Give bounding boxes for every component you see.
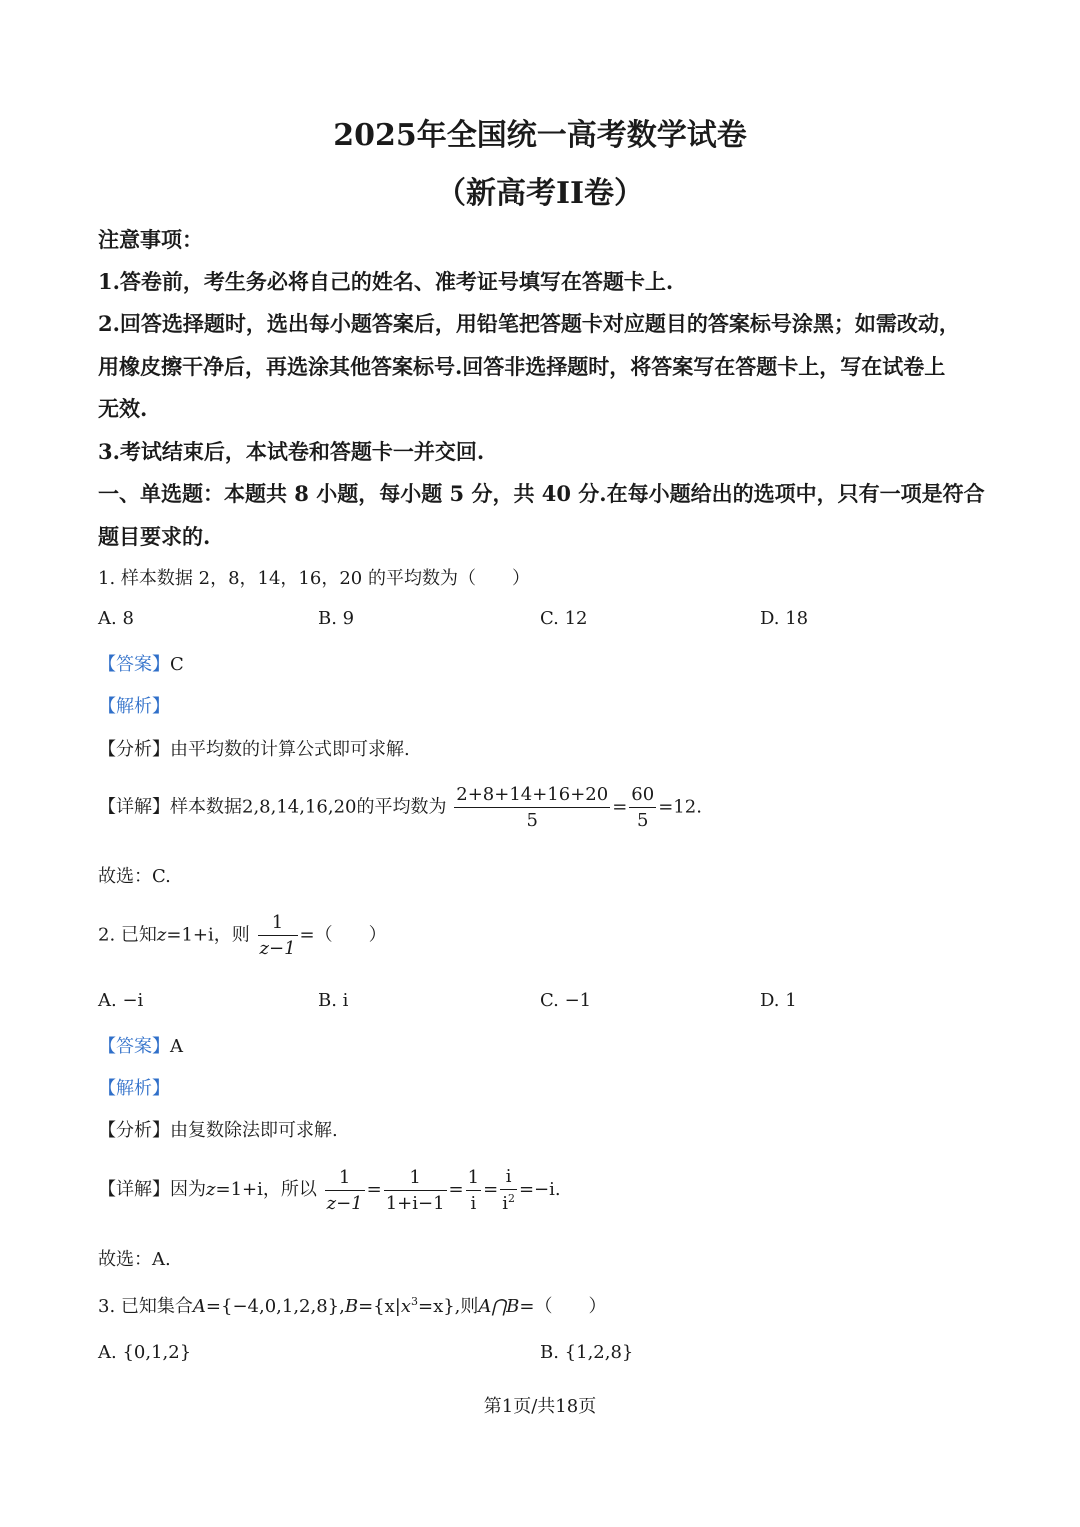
page-title: 2025年全国统一高考数学试卷	[333, 118, 747, 153]
q1-analysis-tag: 【解析】	[98, 696, 170, 717]
fraction-numerator: 1	[258, 912, 298, 936]
set-b-open: ={x|	[358, 1296, 401, 1317]
fraction-denominator: 1+i−1	[385, 1192, 445, 1214]
q1-option-d: D. 18	[760, 608, 809, 629]
q1-option-a: A. 8	[98, 608, 134, 629]
q1-fraction-sum	[454, 784, 610, 831]
q2-fraction-1	[325, 1167, 365, 1214]
exponent: 3	[410, 1295, 418, 1308]
q2-option-a: A. −i	[98, 990, 144, 1011]
q1-detail-mid: 的平均数为	[356, 796, 447, 818]
equals-sign: =	[448, 1179, 464, 1200]
section-heading-line-2: 题目要求的.	[98, 524, 211, 549]
q2-detail	[98, 1166, 561, 1214]
q1-detail-prefix: 【详解】样本数据	[98, 796, 242, 818]
fraction-numerator: 60	[629, 784, 656, 808]
q2-stem-end: =（ ）	[299, 924, 387, 946]
fraction-numerator: 1	[325, 1167, 365, 1191]
fraction-denominator: i	[470, 1192, 477, 1214]
fraction-denominator	[500, 1190, 517, 1214]
q1-detail-end: =12.	[658, 796, 702, 818]
notice-item-2-line-1: 2.回答选择题时，选出每小题答案后，用铅笔把答题卡对应题目的答案标号涂黑；如需改动，	[98, 311, 960, 336]
q2-option-c: C. −1	[540, 990, 592, 1011]
fraction-numerator: 1	[384, 1167, 447, 1191]
q2-stem-eq: =1+i，则	[166, 924, 250, 946]
q2-detail-eq: =1+i，所以	[215, 1179, 317, 1200]
q2-stem-fraction	[258, 912, 298, 959]
set-a-definition: ={−4,0,1,2,8},	[205, 1296, 345, 1317]
q2-detail-prefix: 【详解】因为	[98, 1179, 206, 1200]
q1-fraction-result	[629, 784, 656, 831]
exponent: 2	[507, 1192, 515, 1205]
set-a-symbol: A	[192, 1296, 206, 1317]
set-b-close: =x},则	[417, 1296, 479, 1317]
q1-fenxi: 【分析】由平均数的计算公式即可求解.	[98, 739, 410, 760]
equals-sign: =	[366, 1179, 382, 1200]
notice-heading: 注意事项：	[98, 227, 203, 252]
q1-answer-line	[98, 650, 184, 676]
q1-answer-value: C	[170, 654, 184, 675]
answer-tag: 【答案】	[98, 1036, 170, 1057]
answer-tag: 【答案】	[98, 654, 170, 675]
fraction-denominator: 5	[526, 810, 538, 831]
notice-item-3: 3.考试结束后，本试卷和答题卡一并交回.	[98, 439, 485, 464]
q2-fraction-3	[466, 1167, 481, 1214]
page-footer: 第1页/共18页	[483, 1396, 597, 1417]
page-subtitle: （新高考II卷）	[435, 176, 645, 211]
intersection-expression: A⋂B	[478, 1296, 520, 1317]
q2-stem	[98, 912, 387, 959]
equals-sign: =	[483, 1179, 499, 1200]
q1-option-c: C. 12	[540, 608, 588, 629]
q2-fraction-4	[500, 1166, 517, 1214]
var-z: z	[206, 1179, 216, 1200]
q2-option-b: B. i	[318, 990, 349, 1011]
set-b-symbol: B	[344, 1296, 359, 1317]
q2-answer-line	[98, 1032, 183, 1058]
notice-item-2-line-2: 用橡皮擦干净后，再选涂其他答案标号.回答非选择题时，将答案写在答题卡上，写在试卷上	[98, 354, 946, 379]
q3-stem-prefix: 3. 已知集合	[98, 1296, 193, 1317]
notice-item-1: 1.答卷前，考生务必将自己的姓名、准考证号填写在答题卡上.	[98, 269, 674, 294]
section-heading-line-1: 一、单选题：本题共 8 小题，每小题 5 分，共 40 分.在每小题给出的选项中，只有一项是符合	[98, 481, 985, 506]
fraction-denominator: z−1	[259, 938, 296, 959]
q1-detail	[98, 784, 702, 831]
q2-conclusion: 故选：A.	[98, 1249, 171, 1270]
q1-conclusion: 故选：C.	[98, 866, 171, 887]
q3-stem	[98, 1292, 607, 1318]
equals-sign: =	[612, 796, 628, 818]
notice-item-2-line-3: 无效.	[98, 396, 148, 421]
var-x: x	[400, 1296, 411, 1317]
q2-stem-prefix: 2. 已知	[98, 924, 157, 946]
q2-detail-end: =−i.	[518, 1179, 561, 1200]
q1-option-b: B. 9	[318, 608, 355, 629]
fraction-denominator: z−1	[326, 1192, 363, 1214]
q2-fenxi: 【分析】由复数除法即可求解.	[98, 1120, 338, 1141]
q2-option-d: D. 1	[760, 990, 797, 1011]
fraction-denominator: 5	[637, 810, 649, 831]
fraction-numerator: 2+8+14+16+20	[454, 784, 610, 808]
fraction-denominator-base: i	[502, 1193, 508, 1214]
q1-stem: 1. 样本数据 2，8，14，16，20 的平均数为（ ）	[98, 568, 530, 589]
q1-detail-data: 2,8,14,16,20	[242, 796, 357, 818]
q2-analysis-tag: 【解析】	[98, 1078, 170, 1099]
q3-stem-end: =（ ）	[519, 1296, 607, 1317]
var-z: z	[156, 924, 167, 946]
q3-option-b: B. {1,2,8}	[540, 1342, 634, 1363]
fraction-numerator: i	[500, 1166, 517, 1190]
q2-fraction-2	[384, 1167, 447, 1214]
q3-option-a: A. {0,1,2}	[98, 1342, 192, 1363]
q2-answer-value: A	[170, 1036, 183, 1057]
fraction-numerator: 1	[466, 1167, 481, 1191]
